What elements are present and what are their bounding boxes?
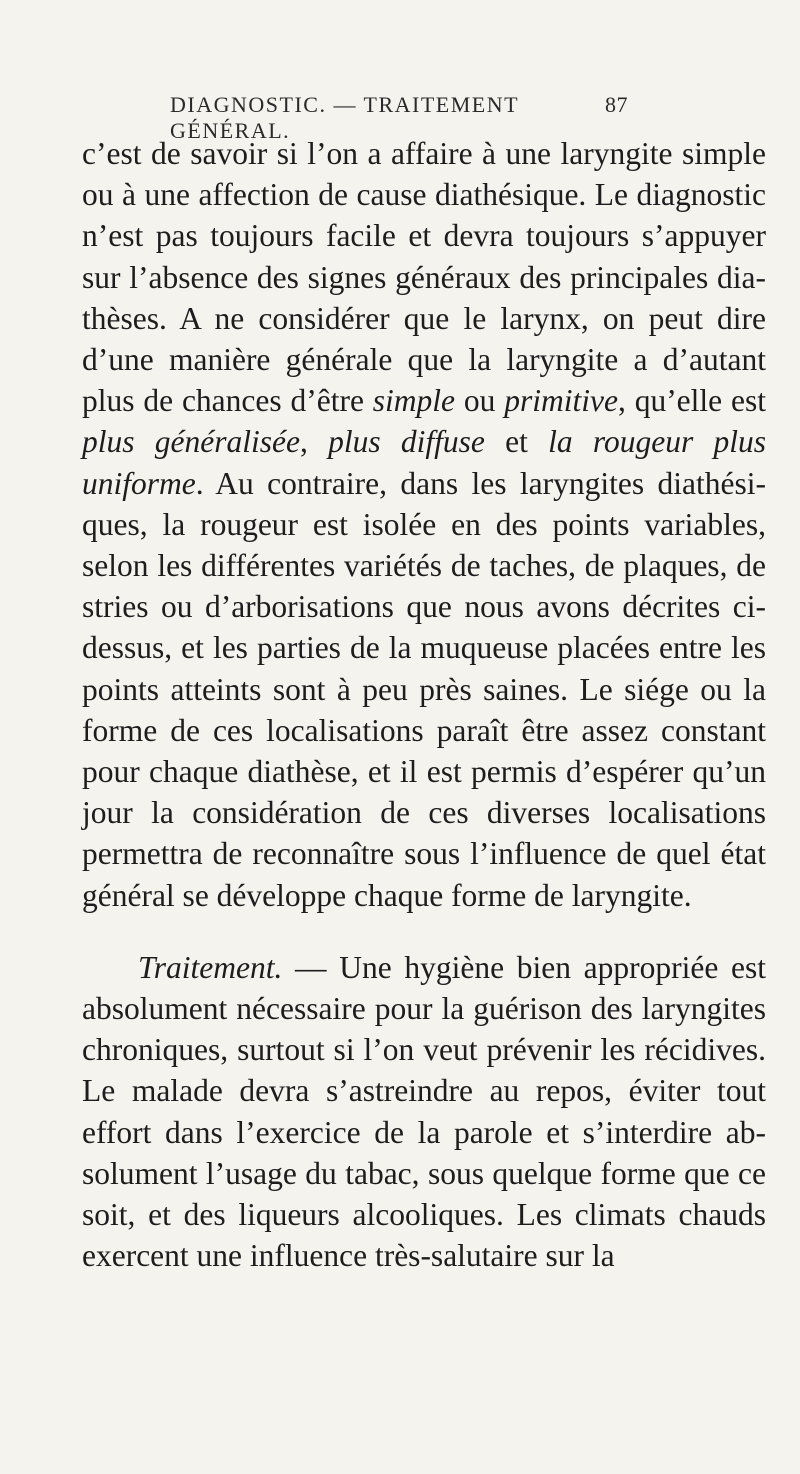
italic-term-rougeur: la rougeur plus uniforme (82, 424, 766, 501)
page-number: 87 (605, 92, 628, 117)
text-segment: , (299, 424, 329, 460)
text-segment: , qu’elle est (617, 383, 766, 419)
text-segment: et (484, 424, 549, 460)
italic-term-generalisee: plus généralisée (82, 424, 300, 460)
italic-term-diffuse: plus diffuse (328, 424, 485, 460)
paragraph-diagnostic (82, 133, 766, 916)
text-segment: ou (455, 383, 505, 419)
text-segment: c’est de savoir si l’on a affaire à une laryngite simple ou à une affection de cause diathésique. Le diagnostic n’est pas toujours facile et devra toujours s’appuyer sur l’absence des signes généraux des principales dia- thèses. A ne considérer que le larynx, on peut dire d’une manière générale que la laryngite a d’autant plus de chances d’être (82, 136, 766, 419)
body-text (82, 133, 766, 1276)
text-segment: — Une hygiène bien appropriée est absolument nécessaire pour la guérison des laryngites chroniques, surtout si l’on veut prévenir les récidives. Le malade devra s’astreindre au repos, éviter tout effort dans l’exercice de la parole et s’interdire ab- solument l’usage du tabac, sous quelque forme que ce soit, et des liqueurs alcooliques. Les climats chauds exercent une influence très-salutaire sur la (82, 949, 766, 1274)
running-header (170, 92, 628, 143)
paragraph-traitement (82, 947, 766, 1277)
italic-term-primitive: primitive (504, 383, 618, 419)
running-title: DIAGNOSTIC. — TRAITEMENT GÉNÉRAL. (170, 92, 519, 143)
text-segment: . Au contraire, dans les laryngites diathési- ques, la rougeur est isolée en des points variables, selon les différentes variétés de taches, de plaques, de stries ou d’arborisations que nous avons décrites ci- dessus, et les parties de la muqueuse placées entre les points atteints sont à peu près saines. Le siége ou la forme de ces localisations paraît être assez constant pour chaque diathèse, et il est permis d’espérer qu’un jour la considération de ces diverses localisations permettra de reconnaître sous l’influence de quel état général se développe chaque forme de laryngite. (82, 465, 766, 913)
italic-term-simple: simple (372, 383, 456, 419)
section-heading-traitement: Traitement. (138, 949, 283, 985)
